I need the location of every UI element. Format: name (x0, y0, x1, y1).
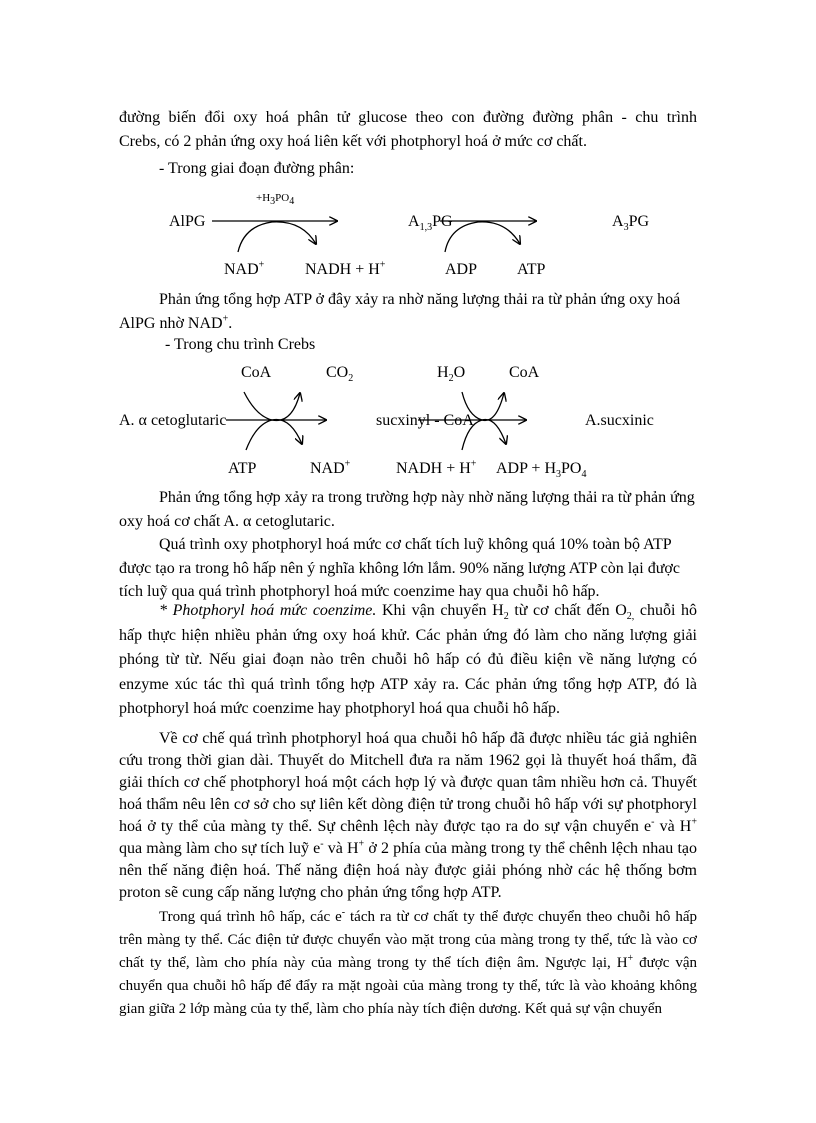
krebs-curve-top-1 (244, 392, 300, 420)
krebs-heading: - Trong chu trình Crebs (165, 336, 316, 353)
krebs-bottom-nadh: NADH + H+ (396, 458, 477, 477)
coenzyme-paragraph: * Photphoryl hoá mức coenzime. Khi vận chuyển $H_2$ từ cơ chất đến $O_{2,}$ chuỗi hô hấp thực hiện nhiều phản ứng oxy hoá khử. Các phản ứng đó làm cho năng lượng giải phóng từ từ. Nếu giai đoạn nào trên chuỗi hô hấp có đủ điều kiện về năng lượng có enzyme xúc tác thì quá trình tổng hợp ATP xảy ra. Các phản ứng tổng hợp ATP, đó là photphoryl hoá mức coenzime hay photphoryl hoá qua chuỗi hô hấp. (119, 602, 698, 717)
krebs-bottom-atp: ATP (228, 460, 257, 477)
atp-krebs-paragraph (119, 486, 697, 533)
intro-line-1: đường biến đổi oxy hoá phân tử glucose theo con đường đường phân - chu trình (119, 109, 697, 126)
glycolysis-cofactor-nadh: NADH + H+ (305, 259, 386, 278)
krebs-bottom-nad: NAD+ (310, 458, 351, 477)
krebs-substrate: A. α cetoglutaric (119, 412, 227, 429)
glycolysis-reagent: $+H_3PO_4$ (256, 192, 295, 208)
substrate-level-line-2: được tạo ra trong hô hấp nên ý nghĩa không lớn lắm. 90% năng lượng ATP còn lại được (119, 559, 680, 577)
glycolysis-cofactor-atp: ATP (517, 261, 546, 278)
atp-glycolysis-line-2: AlPG nhờ NAD+. (119, 313, 233, 332)
krebs-curve-bottom-1 (246, 420, 302, 451)
glycolysis-substrate: AlPG (169, 213, 206, 230)
substrate-level-paragraph (119, 533, 697, 604)
krebs-top-coa-2: CoA (509, 364, 540, 381)
glycolysis-intermediate: $A_{1,3}PG$ (408, 213, 453, 234)
glycolysis-heading: - Trong giai đoạn đường phân: (159, 160, 355, 177)
krebs-top-h2o: $H_2O$ (437, 364, 466, 385)
mitchell-paragraph: Về cơ chế quá trình photphoryl hoá qua chuỗi hô hấp đã được nhiều tác giả nghiên cứu trong thời gian dài. Thuyết do Mitchell đưa ra năm 1962 gọi là thuyết hoá thẩm, đã giải thích cơ chế photphoryl hoá một cách hợp lý và được quan tâm nhiều hơn cả. Thuyết hoá thẩm nêu lên cơ sở cho sự liên kết dòng điện tử trong chuỗi hô hấp với sự photphoryl hoá ở ty thể của màng ty thể. Sự chênh lệch này được tạo ra do sự vận chuyển e- và H+ qua màng làm cho sự tích luỹ e- và H+ ở 2 phía của màng trong ty thể chênh lệch nhau tạo nên thế năng điện hoá. Thế năng điện hoá này được giải phóng nhờ các hệ thống bơm proton sẽ cung cấp năng lượng cho phản ứng tổng hợp ATP. (119, 730, 698, 901)
krebs-top-co2: $CO_2$ (326, 364, 354, 385)
krebs-curve-bottom-2 (462, 420, 506, 451)
atp-krebs-line-1: Phản ứng tổng hợp xảy ra trong trường hợp này nhờ năng lượng thải ra từ phản ứng (159, 489, 695, 506)
krebs-intermediate: sucxinyl - CoA (376, 412, 474, 429)
glycolysis-curve-2 (445, 222, 520, 252)
krebs-top-coa-1: CoA (241, 364, 272, 381)
glycolysis-curve-1 (238, 222, 316, 252)
electron-transport-paragraph: Trong quá trình hô hấp, các e- tách ra từ cơ chất ty thể được chuyển theo chuỗi hô hấp trên màng ty thể. Các điện tử được chuyển vào mặt trong của màng trong ty thể, tức là vào cơ chất ty thể, làm cho phía này của màng trong ty thể tích điện âm. Ngược lại, H+ được vận chuyển qua chuỗi hô hấp để đẩy ra mặt ngoài của màng trong ty thể, tức là vào khoảng không gian giữa 2 lớp màng của ty thể, làm cho phía này tích điện dương. Kết quả sự vận chuyển (119, 907, 697, 1017)
coenzyme-title: * Photphoryl hoá mức coenzime. (159, 602, 377, 619)
glycolysis-cofactor-adp: ADP (445, 261, 478, 278)
krebs-curve-top-2 (462, 392, 504, 420)
krebs-bottom-adp: ADP + $H_3PO_4$ (496, 460, 587, 481)
intro-line-2: Crebs, có 2 phản ứng oxy hoá liên kết với photphoryl hoá ở mức cơ chất. (119, 132, 587, 150)
atp-glycolysis-line-1: Phản ứng tổng hợp ATP ở đây xảy ra nhờ năng lượng thải ra từ phản ứng oxy hoá (159, 291, 681, 308)
krebs-product: A.sucxinic (585, 412, 654, 429)
substrate-level-line-3: tích luỹ qua quá trình photphoryl hoá mức coenzime hay qua chuỗi hô hấp. (119, 583, 600, 600)
glycolysis-cofactor-nad: NAD+ (224, 259, 265, 278)
substrate-level-line-1: Quá trình oxy photphoryl hoá mức cơ chất tích luỹ không quá 10% toàn bộ ATP (159, 536, 672, 553)
atp-krebs-line-2: oxy hoá cơ chất A. α cetoglutaric. (119, 512, 335, 530)
glycolysis-product: $A_3PG$ (612, 213, 650, 234)
